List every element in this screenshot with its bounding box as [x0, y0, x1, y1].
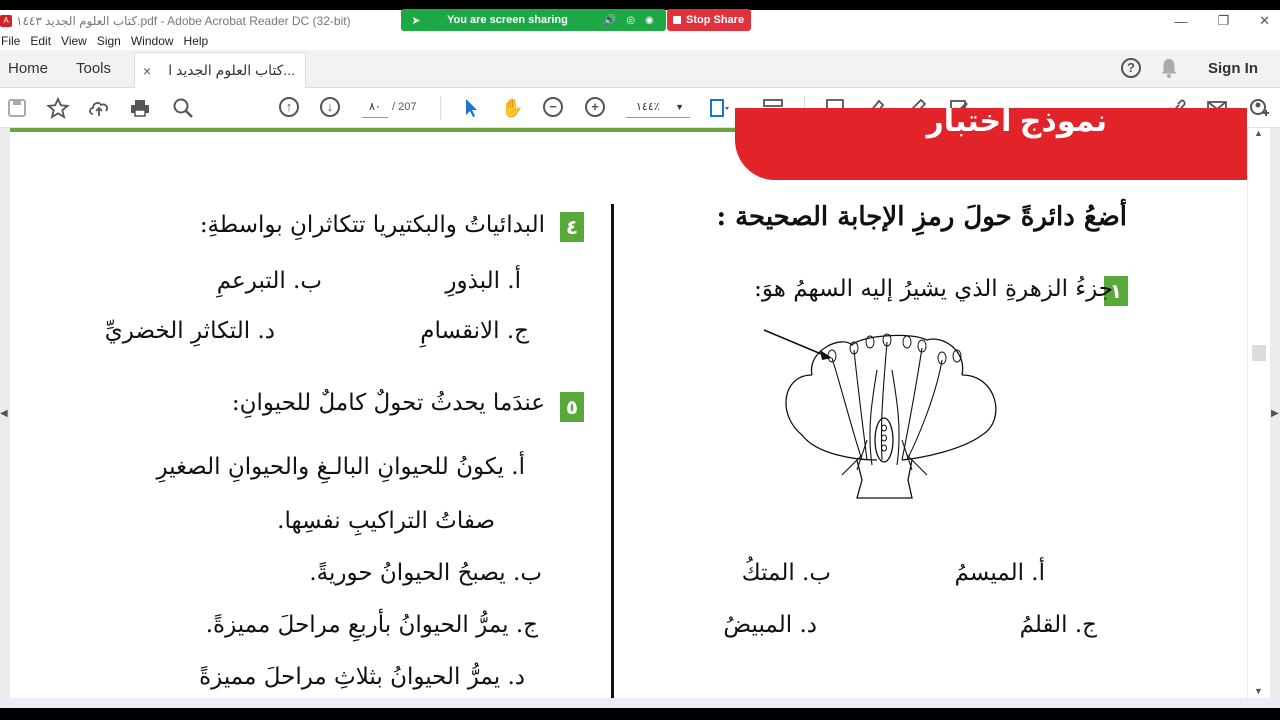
sharing-message: You are screen sharing: [447, 14, 568, 26]
option-a[interactable]: أ. الميسمُ: [954, 560, 1045, 586]
instructions-heading: أضعُ دائرةً حولَ رمزِ الإجابة الصحيحة :: [716, 202, 1127, 232]
menu-file[interactable]: File: [1, 34, 21, 48]
tab-document[interactable]: [134, 52, 306, 88]
previous-page-icon[interactable]: ↑: [279, 97, 299, 117]
page-fit-icon[interactable]: [708, 97, 730, 119]
bookmark-star-icon[interactable]: [47, 97, 69, 119]
minimize-icon[interactable]: —: [1174, 13, 1188, 29]
question-number-badge: ٤: [560, 212, 584, 242]
stop-share-label: Stop Share: [686, 14, 745, 26]
scroll-up-icon[interactable]: ▲: [1254, 128, 1263, 138]
option-d[interactable]: د. المبيضُ: [723, 612, 817, 638]
collapse-left-panel-icon[interactable]: ◀: [0, 408, 8, 419]
restore-icon[interactable]: ❐: [1217, 13, 1230, 28]
upload-cloud-icon[interactable]: [88, 97, 110, 119]
save-icon[interactable]: [6, 97, 28, 119]
help-icon[interactable]: ?: [1121, 58, 1141, 78]
page-green-rule: [10, 128, 740, 132]
acrobat-icon: A: [0, 15, 12, 27]
speaker-icon[interactable]: 🔊: [603, 14, 617, 26]
menu-bar: [0, 32, 1280, 50]
option-b[interactable]: ب. يصبحُ الحيوانُ حوريةً.: [309, 560, 542, 586]
hand-tool-icon[interactable]: ✋: [501, 98, 524, 118]
shield-icon: ◉: [645, 14, 654, 26]
menu-edit[interactable]: Edit: [30, 34, 52, 48]
tab-home[interactable]: Home: [8, 60, 49, 77]
menu-help[interactable]: Help: [183, 34, 209, 48]
bell-icon[interactable]: [1160, 58, 1178, 78]
close-icon[interactable]: ✕: [1259, 13, 1270, 28]
tab-tools[interactable]: Tools: [76, 60, 112, 77]
flower-diagram: [762, 320, 1012, 500]
stop-share-button[interactable]: [667, 9, 751, 31]
zoom-dropdown[interactable]: [626, 96, 690, 118]
zoom-in-icon[interactable]: +: [585, 97, 605, 117]
option-c[interactable]: ج. القلمُ: [1019, 612, 1097, 638]
banner-title: نموذج اختبار: [926, 105, 1107, 138]
question-number-badge: ٥: [560, 392, 584, 422]
expand-right-panel-icon[interactable]: ▶: [1271, 408, 1279, 419]
window-title: كتاب العلوم الجديد ١٤٤٣.pdf - Adobe Acrobat Reader DC (32-bit): [16, 14, 351, 28]
print-icon[interactable]: [129, 97, 151, 119]
page-total: / 207: [392, 101, 417, 113]
option-c[interactable]: ج. الانقسامِ: [420, 318, 529, 344]
record-icon[interactable]: ◎: [626, 14, 636, 26]
menu-window[interactable]: Window: [130, 34, 174, 48]
option-c[interactable]: ج. يمرُّ الحيوانُ بأربعِ مراحلَ مميزةً.: [205, 612, 538, 638]
toolbar-separator: [440, 96, 441, 120]
page-number-input[interactable]: ٨٠: [362, 96, 388, 118]
section-banner: [735, 105, 1247, 180]
option-b[interactable]: ب. التبرعمِ: [216, 268, 322, 294]
search-zoom-icon[interactable]: [172, 97, 194, 119]
option-d[interactable]: د. يمرُّ الحيوانُ بثلاثِ مراحلَ مميزةً: [199, 664, 525, 690]
screen-sharing-bar: [401, 9, 666, 31]
select-cursor-icon[interactable]: [460, 97, 482, 119]
tab-close-icon[interactable]: ×: [143, 62, 152, 79]
scroll-down-icon[interactable]: ▼: [1254, 686, 1263, 696]
menu-sign[interactable]: Sign: [96, 34, 121, 48]
sign-in-link[interactable]: Sign In: [1208, 60, 1258, 77]
question-text: البدائياتُ والبكتيريا تتكاثرانِ بواسطةِ:: [199, 212, 545, 238]
vertical-scrollbar[interactable]: [1248, 128, 1270, 698]
tab-document-label: كتاب العلوم الجديد ا...: [168, 62, 295, 78]
window-controls: [1174, 10, 1270, 32]
option-a-continued: صفاتُ التراكيبِ نفسِها.: [277, 508, 495, 534]
status-strip: [0, 698, 1280, 708]
tab-bar: [0, 50, 1280, 88]
signal-icon: ➤: [411, 14, 421, 27]
option-d[interactable]: د. التكاثرِ الخضريِّ: [104, 318, 275, 344]
option-b[interactable]: ب. المتكُ: [741, 560, 831, 586]
question-text: عندَما يحدثُ تحولٌ كاملٌ للحيوانِ:: [231, 390, 545, 416]
chevron-down-icon: ▼: [675, 102, 684, 112]
question-number-badge: ١: [1104, 276, 1128, 306]
option-a[interactable]: أ. البذورِ: [445, 268, 521, 294]
add-user-icon[interactable]: [1248, 97, 1270, 119]
zoom-value: ١٤٤٪: [636, 101, 660, 113]
stop-icon: [673, 16, 681, 24]
menu-view[interactable]: View: [61, 34, 87, 48]
column-divider: [611, 204, 614, 698]
option-a[interactable]: أ. يكونُ للحيوانِ البالـغِ والحيوانِ الصغيرِ: [156, 454, 525, 480]
scrollbar-thumb[interactable]: [1252, 345, 1266, 361]
next-page-icon[interactable]: ↓: [320, 97, 340, 117]
question-text: جزءُ الزهرةِ الذي يشيرُ إليه السهمُ هوَ:: [754, 276, 1113, 302]
zoom-out-icon[interactable]: −: [543, 97, 563, 117]
